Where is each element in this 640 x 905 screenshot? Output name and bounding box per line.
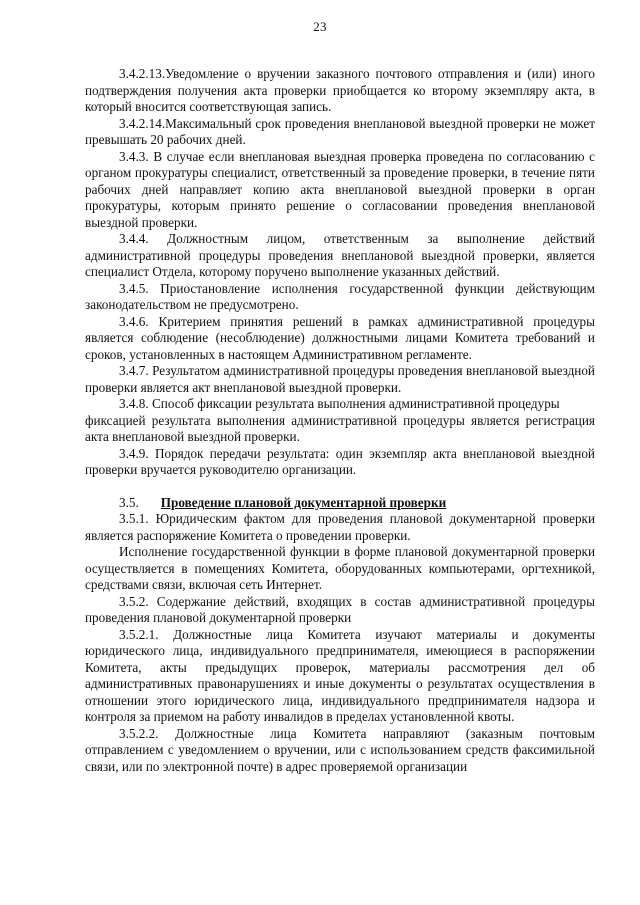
paragraph-3-4-4: 3.4.4. Должностным лицом, ответственным за выполнение действий административной процедуры проведения внеплановой выездной проверки, является специалист Отдела, которому поручено выполнение указанных действий. xyxy=(85,231,595,279)
paragraph-3-5-1: 3.5.1. Юридическим фактом для проведения плановой документарной проверки является распоряжение Комитета о проведении проверки. xyxy=(85,511,595,543)
paragraph-3-4-5: 3.4.5. Приостановление исполнения государственной функции действующим законодательством не предусмотрено. xyxy=(85,280,595,312)
paragraph-3-4-2-13: 3.4.2.13.Уведомление о вручении заказного почтового отправления и (или) иного подтверждения получения акта проверки приобщается ко второму экземпляру акта, в который вносится соответствующая запись. xyxy=(85,66,595,114)
paragraph-3-4-8: 3.4.8. Способ фиксации результата выполнения административной процедуры xyxy=(119,396,560,411)
paragraph-3-5-2: 3.5.2. Содержание действий, входящих в состав административной процедуры проведения плановой документарной проверки xyxy=(85,593,595,625)
paragraph-3-4-2-14: 3.4.2.14.Максимальный срок проведения внеплановой выездной проверки не может превышать 20 рабочих дней. xyxy=(85,115,595,147)
section-number: 3.5. xyxy=(119,494,139,510)
section-heading-3-5 xyxy=(85,495,595,512)
paragraph-3-4-9: 3.4.9. Порядок передачи результата: один экземпляр акта внеплановой выездной проверки вручается руководителю организации. xyxy=(85,445,595,477)
paragraph-3-4-3: 3.4.3. В случае если внеплановая выездная проверка проведена по согласованию с органом прокуратуры специалист, ответственный за проведение проверки, в течение пяти рабочих дней направляет копию акта внеплановой выездной проверки в орган прокуратуры, которым принято решение о согласовании проведения внеплановой выездной проверки. xyxy=(85,148,595,230)
paragraph-3-5-1-execution: Исполнение государственной функции в форме плановой документарной проверки осуществляется в помещениях Комитета, оборудованных компьютерами, оргтехникой, средствами связи, включая сеть Интернет. xyxy=(85,544,595,592)
paragraph-3-5-2-1: 3.5.2.1. Должностные лица Комитета изучают материалы и документы юридического лица, индивидуального предпринимателя, имеющиеся в распоряжении Комитета, акты предыдущих проверок, материалы рассмотрения дел об административных правонарушениях и иные документы о результатах осуществления в отношении этого юридического лица, индивидуального предпринимателя надзора и контроля за приемом на работу инвалидов в пределах установленной квоты. xyxy=(85,626,595,724)
paragraph-3-4-6: 3.4.6. Критерием принятия решений в рамках административной процедуры является соблюдение (несоблюдение) должностными лицами Комитета требований и сроков, установленных в настоящем Административном регламенте. xyxy=(85,313,595,362)
page-number: 23 xyxy=(313,19,327,34)
section-title: Проведение плановой документарной проверки xyxy=(160,494,447,510)
paragraph-3-5-2-2: 3.5.2.2. Должностные лица Комитета направляют (заказным почтовым отправлением с уведомлением о вручении, или с использованием средств факсимильной связи, или по электронной почте) в адрес проверяемой организации xyxy=(85,725,595,774)
document-body xyxy=(85,66,595,775)
paragraph-3-4-8-continuation: фиксацией результата выполнения административной процедуры является регистрация акта внеплановой выездной проверки. xyxy=(85,412,595,444)
paragraph-3-4-7: 3.4.7. Результатом административной процедуры проведения внеплановой выездной проверки является акт внеплановой выездной проверки. xyxy=(85,363,595,395)
